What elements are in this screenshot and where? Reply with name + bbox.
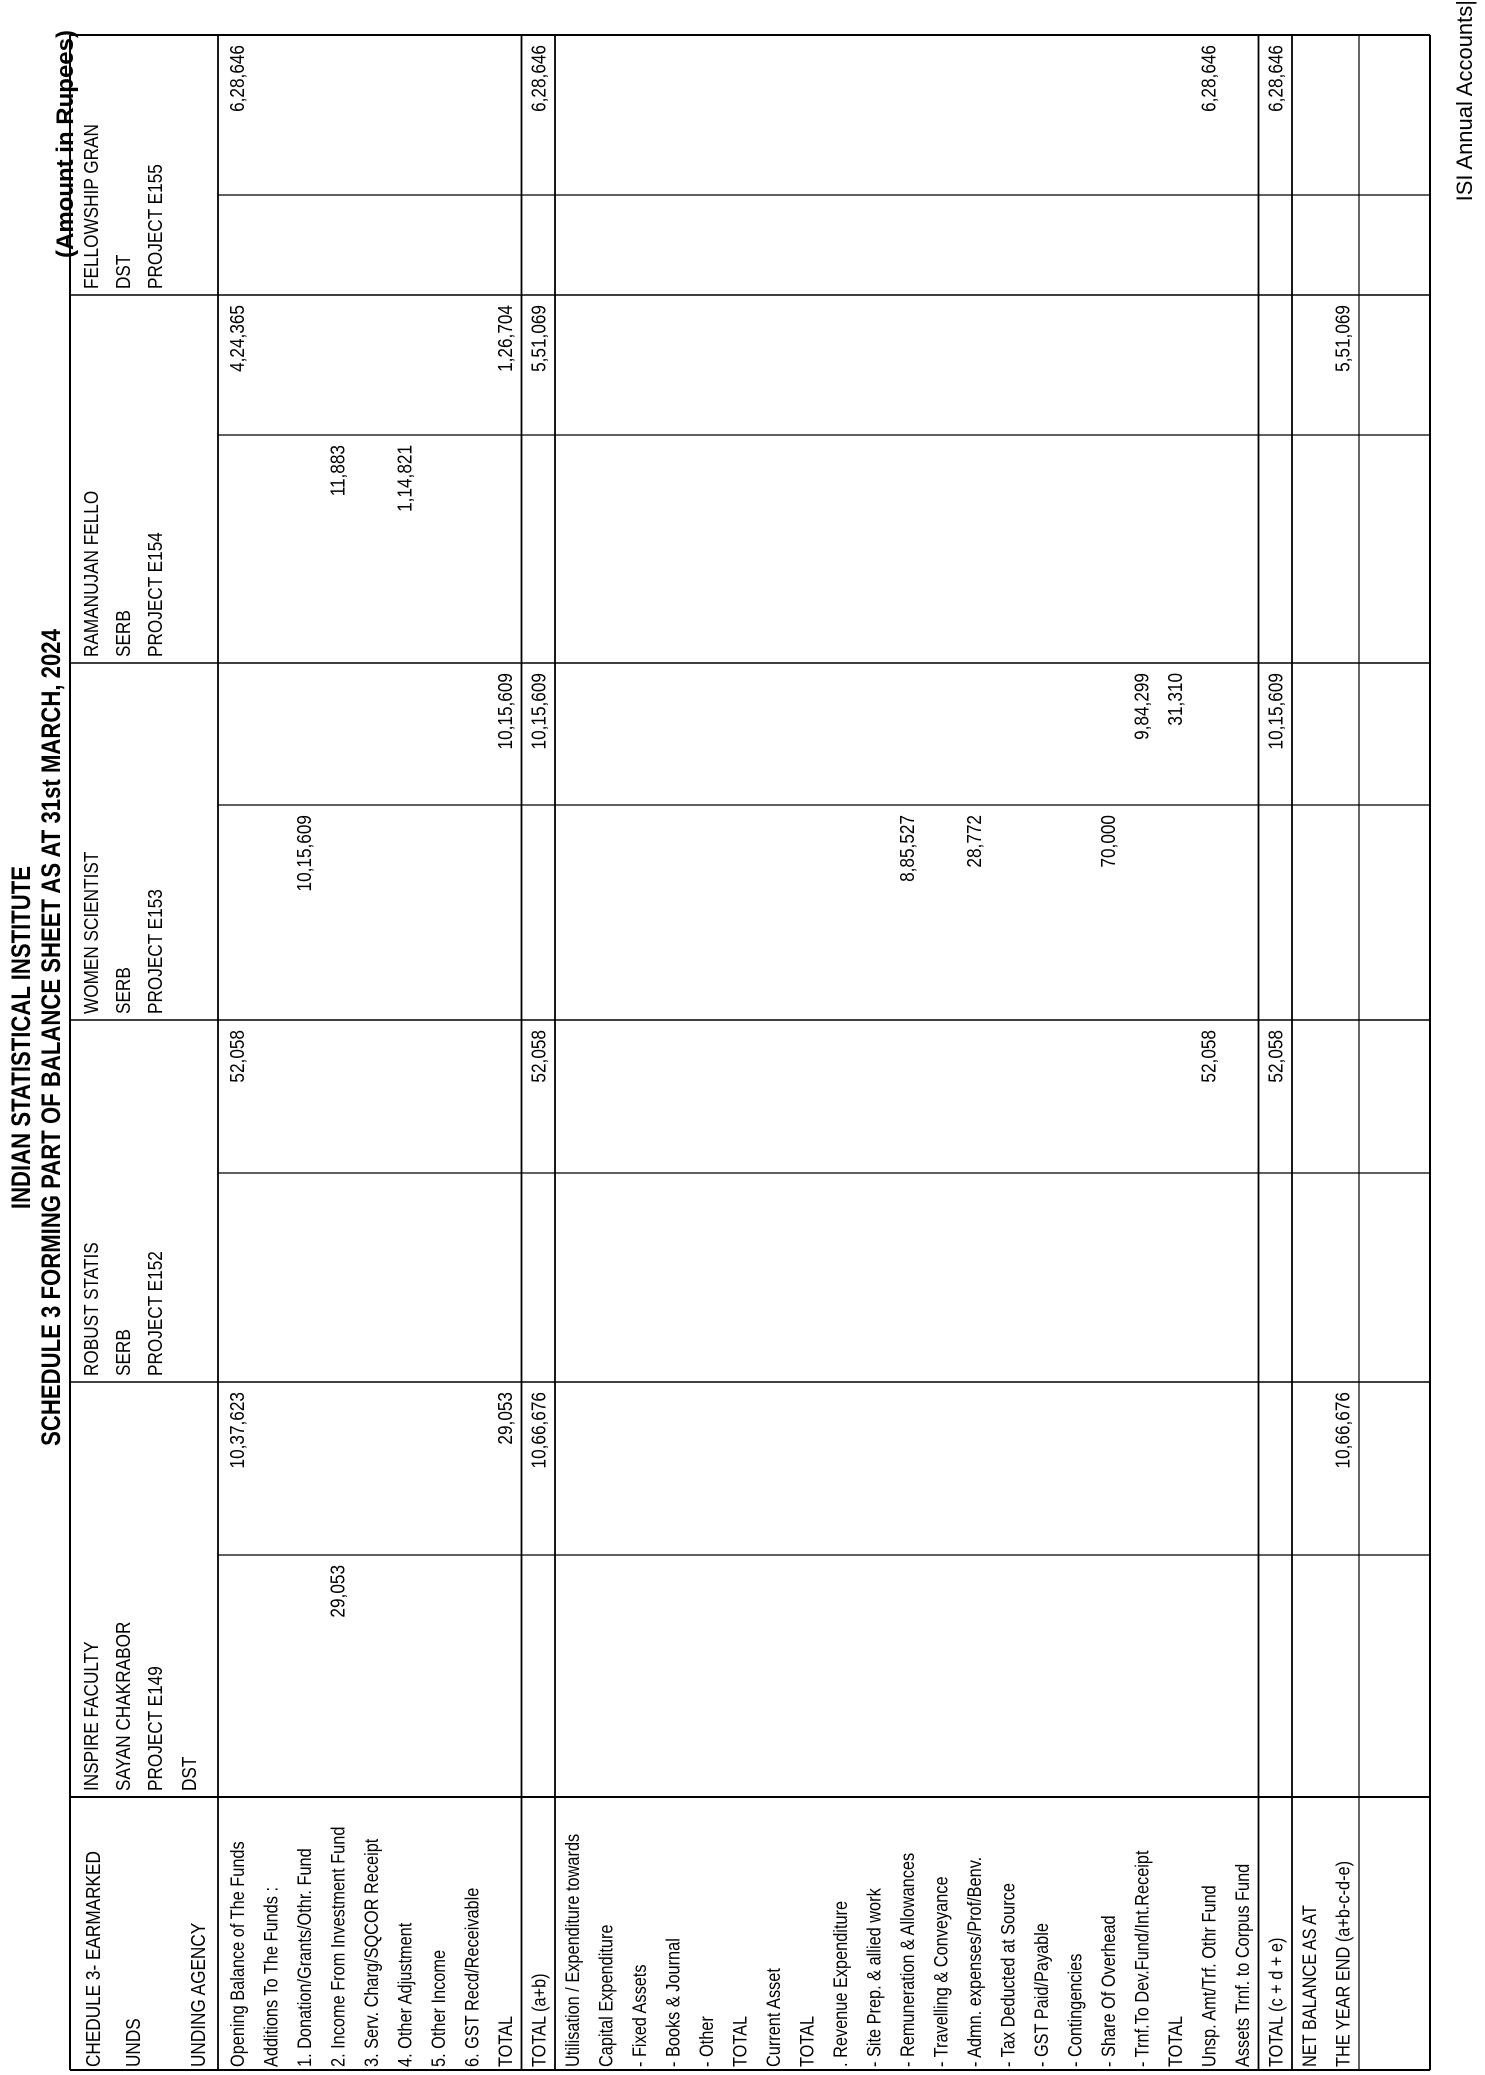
row-label: 4. Other Adjustment bbox=[394, 1922, 416, 2067]
project-name: WOMEN SCIENTIST bbox=[79, 851, 103, 1015]
cell-value: 6,28,646 bbox=[1264, 45, 1287, 112]
project-code: PROJECT E152 bbox=[143, 1251, 167, 1376]
row-label: - Other bbox=[695, 2016, 718, 2067]
project-name: FELLOWSHIP GRAN bbox=[79, 124, 103, 290]
project-code: PROJECT E154 bbox=[143, 532, 167, 658]
project-investigator: SERB bbox=[111, 1329, 135, 1376]
cell-value: 52,058 bbox=[1197, 1030, 1220, 1083]
row-label: - Contingencies bbox=[1064, 1953, 1086, 2067]
schedule-title: SCHEDULE 3 FORMING PART OF BALANCE SHEET AS AT 31st MARCH, 2024 bbox=[36, 629, 66, 1446]
cell-value: 1,14,821 bbox=[393, 445, 416, 512]
project-code: PROJECT E149 bbox=[143, 1666, 167, 1791]
cell-value: 8,85,527 bbox=[895, 815, 919, 882]
row-label: TOTAL bbox=[494, 2015, 517, 2067]
row-label: - Remuneration & Allowances bbox=[896, 1852, 919, 2067]
cell-value: 10,15,609 bbox=[493, 673, 517, 750]
cell-value: 52,058 bbox=[527, 1030, 550, 1083]
cell-value: 29,053 bbox=[493, 1392, 517, 1445]
cell-value: 5,51,069 bbox=[527, 305, 550, 372]
row-label: TOTAL bbox=[796, 2015, 818, 2067]
row-label: 1. Donation/Grants/Othr. Fund bbox=[293, 1848, 316, 2067]
cell-value: 6,28,646 bbox=[225, 45, 249, 112]
project-code: PROJECT E155 bbox=[143, 164, 167, 290]
row-label: - Site Prep. & allied work bbox=[863, 1888, 885, 2067]
project-investigator: SAYAN CHAKRABOR bbox=[111, 1621, 135, 1791]
institute-title: INDIAN STATISTICAL INSTITUTE bbox=[6, 865, 36, 1210]
cell-value: 4,24,365 bbox=[225, 305, 249, 372]
project-investigator: DST bbox=[111, 254, 135, 290]
project-code: PROJECT E153 bbox=[143, 889, 167, 1015]
row-label: - Fixed Assets bbox=[628, 1964, 651, 2067]
cell-value: 9,84,299 bbox=[1130, 673, 1153, 740]
row-label: Capital Expenditure bbox=[595, 1924, 617, 2067]
cell-value: 29,053 bbox=[326, 1565, 349, 1618]
project-investigator: SERB bbox=[111, 610, 135, 658]
row-label: TOTAL (a+b) bbox=[528, 1973, 550, 2067]
cell-value: 5,51,069 bbox=[1331, 305, 1354, 372]
row-label: TOTAL bbox=[729, 2015, 751, 2067]
row-label: Utilisation / Expenditure towards bbox=[561, 1833, 584, 2067]
cell-value: 11,883 bbox=[326, 445, 349, 497]
row-label: - GST Paid/Payable bbox=[1030, 1923, 1053, 2067]
project-name: RAMANUJAN FELLO bbox=[79, 490, 103, 658]
cell-value: 10,15,609 bbox=[1264, 673, 1287, 750]
row-label: Unsp. Amt/Trf. Othr Fund bbox=[1198, 1885, 1220, 2067]
row-label: - Books & Journal bbox=[662, 1938, 684, 2067]
cell-value: 10,66,676 bbox=[527, 1392, 550, 1469]
cell-value: 10,37,623 bbox=[225, 1392, 249, 1469]
row-label: 5. Other Income bbox=[427, 1949, 450, 2067]
cell-value: 10,15,609 bbox=[527, 673, 550, 750]
row-label: TOTAL (c + d + e) bbox=[1265, 1937, 1287, 2067]
project-name: ROBUST STATIS bbox=[79, 1242, 103, 1376]
row-label: - Travelling & Conveyance bbox=[930, 1876, 952, 2067]
row-label: Current Asset bbox=[762, 1968, 785, 2067]
row-label: Opening Balance of The Funds bbox=[226, 1841, 249, 2067]
row-label: Assets Trnf. to Corpus Fund bbox=[1231, 1863, 1254, 2067]
cell-value: 70,000 bbox=[1096, 815, 1120, 868]
row-label: - Trnf.To Dev.Fund/Int.Receipt bbox=[1131, 1850, 1153, 2067]
row-label: TOTAL bbox=[1164, 2015, 1187, 2067]
header-schedule-label: CHEDULE 3- EARMARKED bbox=[81, 1851, 105, 2067]
cell-value: 52,058 bbox=[1264, 1030, 1287, 1083]
project-investigator: SERB bbox=[111, 967, 135, 1015]
cell-value: 6,28,646 bbox=[1197, 45, 1220, 112]
row-label: 6. GST Recd/Receivable bbox=[461, 1887, 483, 2067]
row-label: - Tax Deducted at Source bbox=[997, 1883, 1019, 2067]
row-label: THE YEAR END (a+b-c-d-e) bbox=[1332, 1860, 1354, 2067]
project-name: INSPIRE FACULTY bbox=[79, 1641, 103, 1791]
row-label: 3. Serv. Charg/SQCOR Receipt bbox=[360, 1838, 383, 2067]
row-label: 2. Income From Investment Fund bbox=[327, 1826, 349, 2067]
row-label: - Admn. expenses/Prof/Benv. bbox=[963, 1856, 986, 2067]
cell-value: 31,310 bbox=[1163, 673, 1187, 726]
cell-value: 10,15,609 bbox=[292, 815, 316, 892]
header-agency-label: UNDING AGENCY bbox=[186, 1922, 210, 2067]
amount-note: (Amount in Rupees) bbox=[52, 30, 79, 258]
cell-value: 6,28,646 bbox=[527, 45, 550, 112]
row-label: . Revenue Expenditure bbox=[829, 1900, 852, 2067]
cell-value: 52,058 bbox=[225, 1030, 249, 1083]
row-label: - Share Of Overhead bbox=[1097, 1915, 1120, 2067]
header-funds-label: UNDS bbox=[121, 2018, 145, 2067]
footer-text: ISI Annual Accounts| bbox=[1452, 0, 1477, 202]
cell-value: 10,66,676 bbox=[1331, 1392, 1354, 1469]
row-label: Additions To The Funds : bbox=[260, 1887, 282, 2067]
cell-value: 28,772 bbox=[962, 815, 986, 868]
cell-value: 1,26,704 bbox=[493, 305, 517, 372]
project-agency: DST bbox=[177, 1756, 201, 1791]
row-label: NET BALANCE AS AT bbox=[1298, 1905, 1321, 2067]
